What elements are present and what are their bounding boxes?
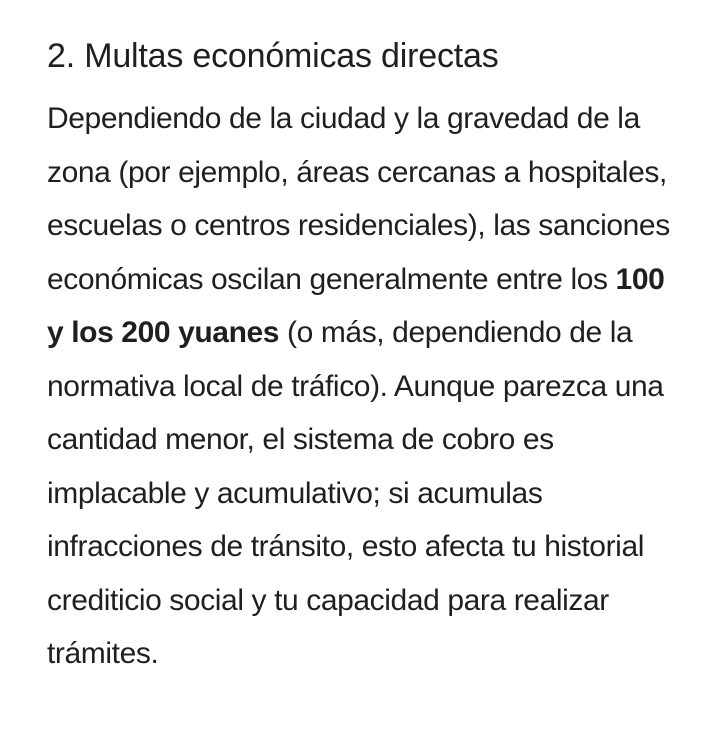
- article-section: [47, 30, 687, 681]
- section-paragraph: [47, 92, 687, 681]
- fine-amount-bold: 100 y los 200 yuanes: [47, 262, 665, 349]
- paragraph-text-end: (o más, dependiendo de la normativa local de tráfico). Aunque parezca una cantidad menor, el sistema de cobro es implacable y acumulativo; si acumulas infracciones de tránsito, esto afecta tu historial crediticio social y tu capacidad para realizar trámites.: [47, 316, 664, 670]
- section-heading: 2. Multas económicas directas: [47, 37, 499, 75]
- paragraph-text-start: Dependiendo de la ciudad y la gravedad de la zona (por ejemplo, áreas cercanas a hospitales, escuelas o centros residenciales), las sanciones económicas oscilan generalmente entre los: [47, 102, 670, 296]
